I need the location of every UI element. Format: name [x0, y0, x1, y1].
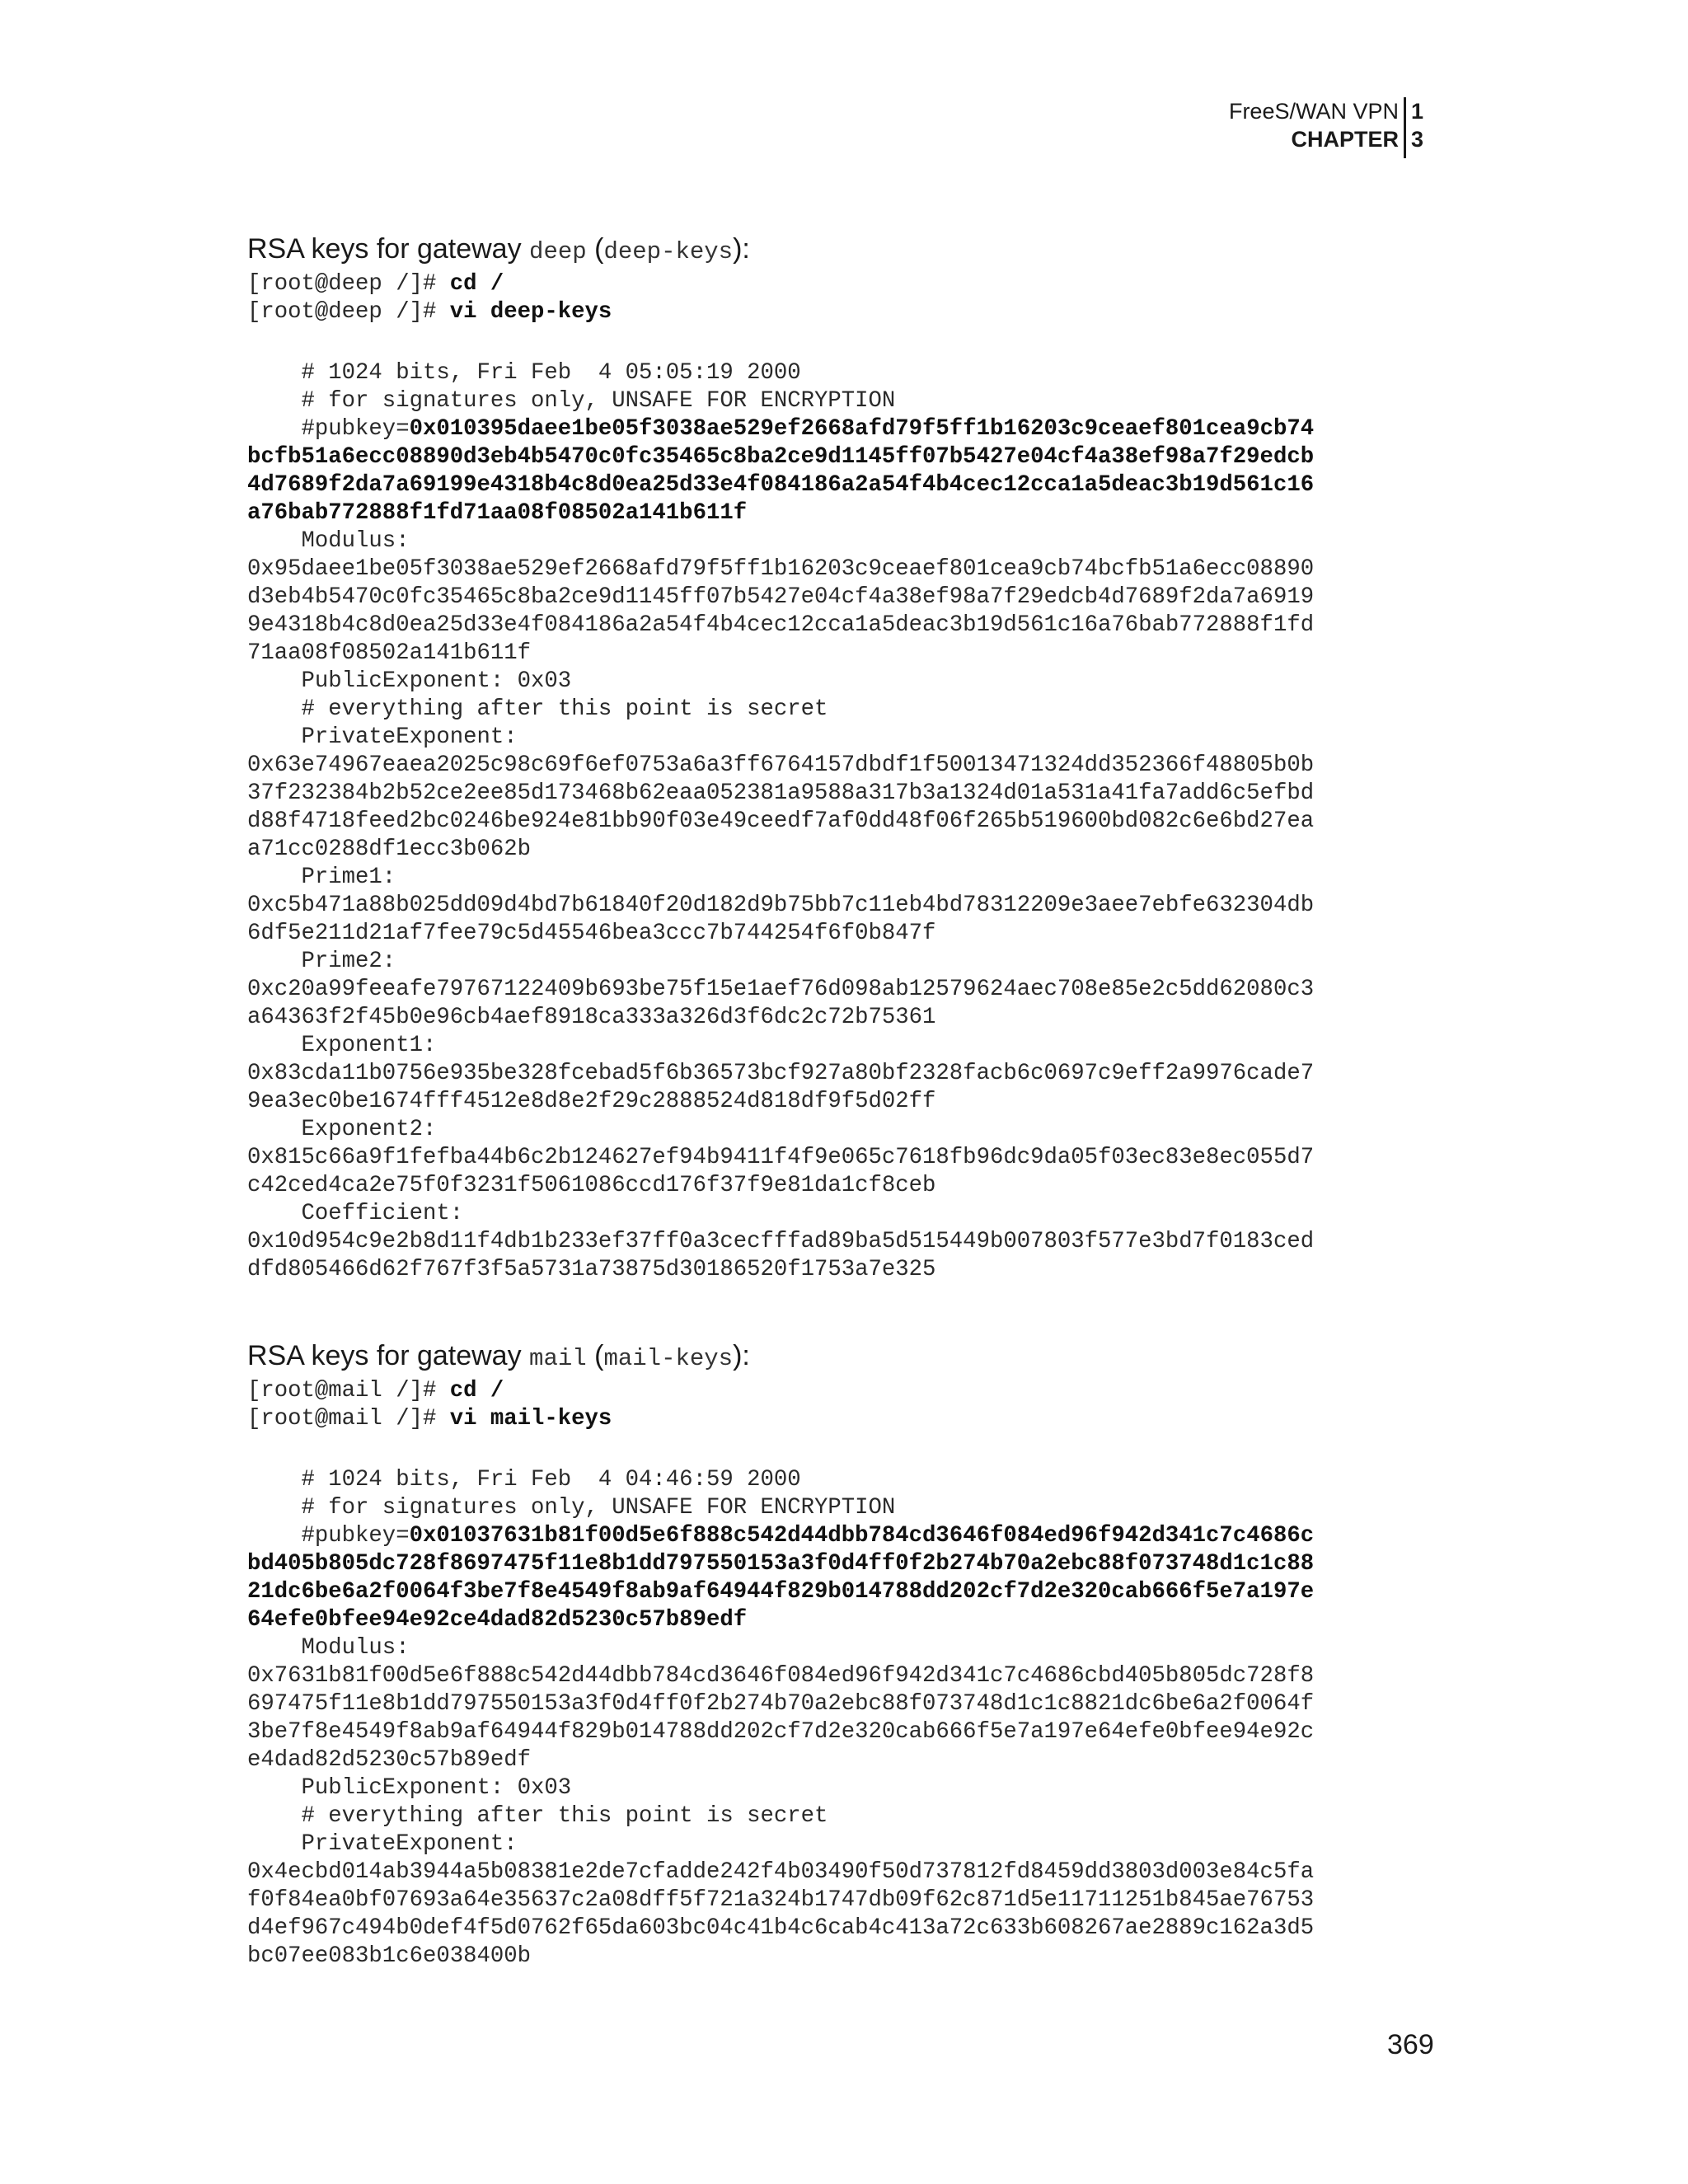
command-line — [247, 1377, 1451, 1405]
heading-paren-close: ): — [733, 1340, 750, 1371]
heading-filename: mail-keys — [603, 1345, 734, 1372]
section-heading — [247, 232, 1451, 269]
shell-command: cd / — [449, 1378, 504, 1404]
pubkey-value: 21dc6be6a2f0064f3be7f8e4549f8ab9af64944f829b014788dd202cf7d2e320cab666f5e7a197e — [247, 1579, 1315, 1605]
heading-text: RSA keys for gateway — [247, 233, 530, 265]
heading-paren-open: ( — [586, 233, 604, 265]
pubkey-line — [247, 499, 1451, 527]
heading-paren-open: ( — [586, 1340, 604, 1371]
heading-host: mail — [529, 1345, 587, 1372]
shell-command: cd / — [449, 271, 504, 297]
command-line — [247, 298, 1451, 326]
key-parameters: Modulus: 0x95daee1be05f3038ae529ef2668afd79f5ff1b16203c9ceaef801cea9cb74bcfb51a6ecc08890 d3eb4b5470c0fc35465c8ba2ce9d1145ff07b5427e04cf4a38ef98a7f29edcb4d7689f2da7a6919 9e4318b4c8d0ea25d33e4f084186a2a54f4b4cec12cca1a5deac3b19d561c16a76bab772888f1fd 71aa08f08502a141b611f PublicExponent: 0x03 # everything after this point is secret PrivateExponent: 0x63e74967eaea2025c98c69f6ef0753a6a3ff6764157dbdf1f50013471324dd352366f48805b0b 37f232384b2b52ce2ee85d173468b62eaa052381a9588a317b3a1324d01a531a41fa7add6c5efbd d88f4718feed2bc0246be924e81bb90f03e49ceedf7af0dd48f06f265b519600bd082c6e6bd27ea a71cc0288df1ecc3b062b Prime1: 0xc5b471a88b025dd09d4bd7b61840f20d182d9b75bb7c11eb4bd78312209e3aee7ebfe632304db 6df5e211d21af7fee79c5d45546bea3ccc7b744254f6f0b847f Prime2: 0xc20a99feeafe79767122409b693be75f15e1aef76d098ab12579624aec708e85e2c5dd62080c3 a64363f2f45b0e96cb4aef8918ca333a326d3f6dc2c72b75361 Exponent1: 0x83cda11b0756e935be328fcebad5f6b36573bcf927a80bf2328facb6c0697c9eff2a9976cade7 9ea3ec0be1674fff4512e8d8e2f29c2888524d818df9f5d02ff Exponent2: 0x815c66a9f1fefba44b6c2b124627ef94b9411f4f9e065c7618fb96dc9da05f03ec83e8ec055d7 c42ced4ca2e75f0f3231f5061086ccd176f37f9e81da1cf8ceb Coefficient: 0x10d954c9e2b8d11f4db1b233ef37ff0a3cecfffad89ba5d515449b007803f577e3bd7f0183ced dfd805466d62f767f3f5a5731a73875d30186520f1753a7e325 — [247, 528, 1315, 1282]
running-header-chapter-label: CHAPTER — [1291, 127, 1399, 152]
shell-prompt: [root@mail /]# — [247, 1378, 450, 1404]
command-line — [247, 270, 1451, 298]
heading-host: deep — [529, 238, 587, 265]
command-line — [247, 1405, 1451, 1433]
pubkey-value: a76bab772888f1fd71aa08f08502a141b611f — [247, 500, 748, 526]
pubkey-line — [247, 471, 1451, 499]
pubkey-line — [247, 1550, 1451, 1578]
pubkey-value: 0x01037631b81f00d5e6f888c542d44dbb784cd3646f084ed96f942d341c7c4686c — [409, 1523, 1315, 1549]
section-heading — [247, 1339, 1451, 1376]
page-number: 369 — [1387, 2029, 1434, 2060]
shell-command: vi mail-keys — [449, 1406, 612, 1432]
pubkey-line — [247, 1606, 1451, 1634]
pubkey-label: #pubkey= — [247, 416, 410, 442]
pubkey-line — [247, 415, 1451, 443]
heading-filename: deep-keys — [603, 238, 734, 265]
heading-text: RSA keys for gateway — [247, 1340, 530, 1371]
pubkey-label: #pubkey= — [247, 1523, 410, 1549]
key-comment: # for signatures only, UNSAFE FOR ENCRYPTION — [247, 388, 896, 414]
running-header-title: FreeS/WAN VPN — [1228, 99, 1399, 124]
key-parameters: Modulus: 0x7631b81f00d5e6f888c542d44dbb784cd3646f084ed96f942d341c7c4686cbd405b805dc728f8 697475f11e8b1dd797550153a3f0d4ff0f2b274b70a2ebc88f073748d1c1c8821dc6be6a2f0064f 3be7f8e4549f8ab9af64944f829b014788dd202cf7d2e320cab666f5e7a197e64efe0bfee94e92c e4dad82d5230c57b89edf PublicExponent: 0x03 # everything after this point is secret PrivateExponent: 0x4ecbd014ab3944a5b08381e2de7cfadde242f4b03490f50d737812fd8459dd3803d003e84c5fa f0f84ea0bf07693a64e35637c2a08dff5f721a324b1747db09f62c871d5e11711251b845ae76753 d4ef967c494b0def4f5d0762f65da603bc04c41b4c6cab4c413a72c633b608267ae2889c162a3d5 bc07ee083b1c6e038400b — [247, 1635, 1315, 1969]
shell-prompt: [root@mail /]# — [247, 1406, 450, 1432]
pubkey-line — [247, 1578, 1451, 1606]
pubkey-value: bcfb51a6ecc08890d3eb4b5470c0fc35465c8ba2ce9d1145ff07b5427e04cf4a38ef98a7f29edcb — [247, 444, 1315, 470]
heading-paren-close: ): — [733, 233, 750, 265]
shell-command: vi deep-keys — [449, 299, 612, 325]
running-header-chapter-number: 3 — [1404, 125, 1432, 158]
pubkey-value: 4d7689f2da7a69199e4318b4c8d0ea25d33e4f084186a2a54f4b4cec12cca1a5deac3b19d561c16 — [247, 472, 1315, 498]
shell-prompt: [root@deep /]# — [247, 299, 450, 325]
pubkey-value: 64efe0bfee94e92ce4dad82d5230c57b89edf — [247, 1607, 748, 1633]
running-header — [1229, 97, 1432, 158]
pubkey-line — [247, 1522, 1451, 1550]
pubkey-value: bd405b805dc728f8697475f11e8b1dd797550153a3f0d4ff0f2b274b70a2ebc88f073748d1c1c88 — [247, 1551, 1315, 1577]
shell-prompt: [root@deep /]# — [247, 271, 450, 297]
section-deep-keys — [247, 232, 1451, 1284]
key-comment: # 1024 bits, Fri Feb 4 05:05:19 2000 — [247, 360, 801, 386]
section-mail-keys — [247, 1339, 1451, 1971]
running-header-title-number: 1 — [1404, 97, 1432, 125]
pubkey-line — [247, 443, 1451, 471]
key-comment: # 1024 bits, Fri Feb 4 04:46:59 2000 — [247, 1467, 801, 1493]
pubkey-value: 0x010395daee1be05f3038ae529ef2668afd79f5ff1b16203c9ceaef801cea9cb74 — [409, 416, 1315, 442]
key-comment: # for signatures only, UNSAFE FOR ENCRYPTION — [247, 1495, 896, 1521]
